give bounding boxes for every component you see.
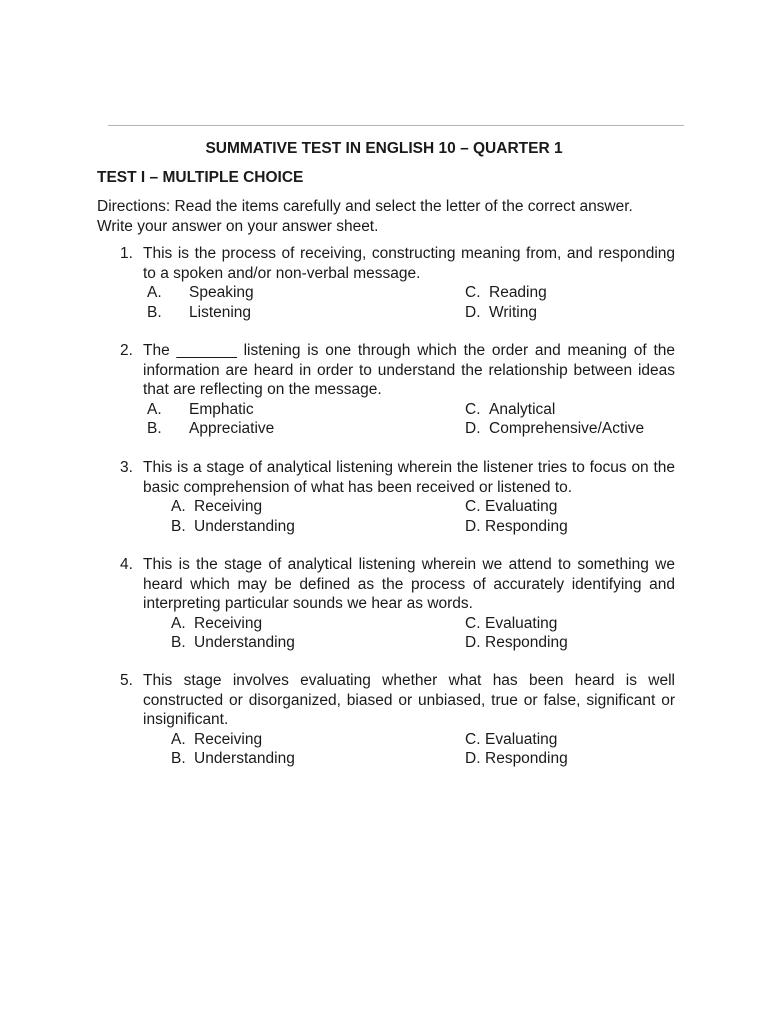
choice-text: Comprehensive/Active: [489, 420, 645, 437]
choices: [143, 400, 675, 439]
choice-a[interactable]: [171, 614, 262, 634]
choice-c[interactable]: [465, 283, 547, 303]
directions-line-1: Directions: Read the items carefully and select the letter of the correct answer.: [97, 198, 633, 215]
choice-text: Evaluating: [485, 730, 558, 748]
choice-letter: B.: [147, 420, 162, 437]
choice-letter: A.: [171, 498, 186, 515]
choice-c[interactable]: [465, 497, 557, 517]
choice-c[interactable]: [465, 614, 557, 634]
choice-text: Understanding: [194, 750, 295, 767]
choice-text: Responding: [485, 634, 568, 651]
question-text: This stage involves evaluating whether what has been heard is well constructed or disorganized, biased or unbiased, true or false, significant or insignificant.: [143, 672, 675, 728]
choice-letter: B.: [171, 750, 186, 767]
question-text: The _______ listening is one through which the order and meaning of the information are heard in order to understand the relationship between ideas that are reflecting on the message.: [143, 342, 675, 398]
choice-text: Appreciative: [189, 420, 275, 437]
choice-a[interactable]: [171, 497, 262, 517]
choice-text: Receiving: [194, 498, 263, 515]
choice-b[interactable]: [171, 633, 295, 653]
question-number: 2.: [120, 342, 133, 359]
question-2: [120, 341, 675, 439]
choices: [143, 614, 675, 653]
choice-text: Receiving: [194, 730, 263, 748]
choice-text: Writing: [489, 303, 537, 321]
choice-letter: A.: [147, 284, 162, 301]
choices: [143, 730, 675, 769]
choice-text: Evaluating: [485, 498, 558, 515]
question-4: [120, 555, 675, 653]
choice-letter: B.: [147, 303, 162, 321]
choice-text: Understanding: [194, 634, 295, 651]
choice-letter: D.: [465, 750, 481, 767]
choice-letter: D.: [465, 517, 481, 535]
question-text: This is a stage of analytical listening wherein the listener tries to focus on the basic comprehension of what has been received or listened to.: [143, 459, 675, 496]
choice-c[interactable]: [465, 730, 557, 750]
choice-text: Listening: [189, 303, 252, 321]
directions: [97, 197, 675, 236]
choice-letter: A.: [171, 730, 186, 748]
choice-text: Evaluating: [485, 614, 558, 632]
page-title: SUMMATIVE TEST IN ENGLISH 10 – QUARTER 1: [205, 140, 563, 157]
choice-letter: C.: [465, 614, 481, 632]
choice-letter: D.: [465, 420, 481, 437]
question-3: [120, 458, 675, 536]
choice-letter: D.: [465, 634, 481, 651]
choice-letter: A.: [171, 614, 186, 632]
top-divider: [108, 125, 684, 126]
test-heading: TEST I – MULTIPLE CHOICE: [97, 169, 304, 186]
choice-letter: C.: [465, 400, 481, 418]
choice-text: Reading: [489, 284, 547, 301]
question-text: This is the stage of analytical listening wherein we attend to something we heard which may be defined as the process of accurately identifying and interpreting particular sounds we hear as words.: [143, 556, 675, 612]
choice-b[interactable]: [147, 419, 274, 439]
choice-d[interactable]: [465, 303, 537, 323]
choice-text: Emphatic: [189, 400, 254, 418]
choice-text: Analytical: [489, 400, 556, 418]
choice-d[interactable]: [465, 517, 568, 537]
choice-b[interactable]: [147, 303, 251, 323]
choice-d[interactable]: [465, 633, 568, 653]
choice-letter: C.: [465, 730, 481, 748]
question-5: [120, 671, 675, 769]
question-number: 1.: [120, 245, 133, 262]
choice-text: Responding: [485, 750, 568, 767]
choice-letter: C.: [465, 498, 481, 515]
choice-letter: B.: [171, 517, 186, 535]
question-number: 3.: [120, 459, 133, 476]
choice-a[interactable]: [147, 400, 254, 420]
choice-letter: A.: [147, 400, 162, 418]
choice-a[interactable]: [171, 730, 262, 750]
question-number: 4.: [120, 556, 133, 573]
choices: [143, 283, 675, 322]
choice-a[interactable]: [147, 283, 254, 303]
choice-letter: B.: [171, 634, 186, 651]
choices: [143, 497, 675, 536]
choice-letter: D.: [465, 303, 481, 321]
choice-b[interactable]: [171, 517, 295, 537]
choice-d[interactable]: [465, 749, 568, 769]
choice-text: Responding: [485, 517, 568, 535]
choice-text: Speaking: [189, 284, 254, 301]
question-1: [120, 244, 675, 322]
choice-text: Understanding: [194, 517, 295, 535]
choice-letter: C.: [465, 284, 481, 301]
choice-d[interactable]: [465, 419, 644, 439]
choice-b[interactable]: [171, 749, 295, 769]
question-number: 5.: [120, 672, 133, 689]
choice-c[interactable]: [465, 400, 555, 420]
question-text: This is the process of receiving, constructing meaning from, and responding to a spoken and/or non-verbal message.: [143, 245, 675, 282]
directions-line-2: Write your answer on your answer sheet.: [97, 217, 379, 235]
choice-text: Receiving: [194, 614, 263, 632]
